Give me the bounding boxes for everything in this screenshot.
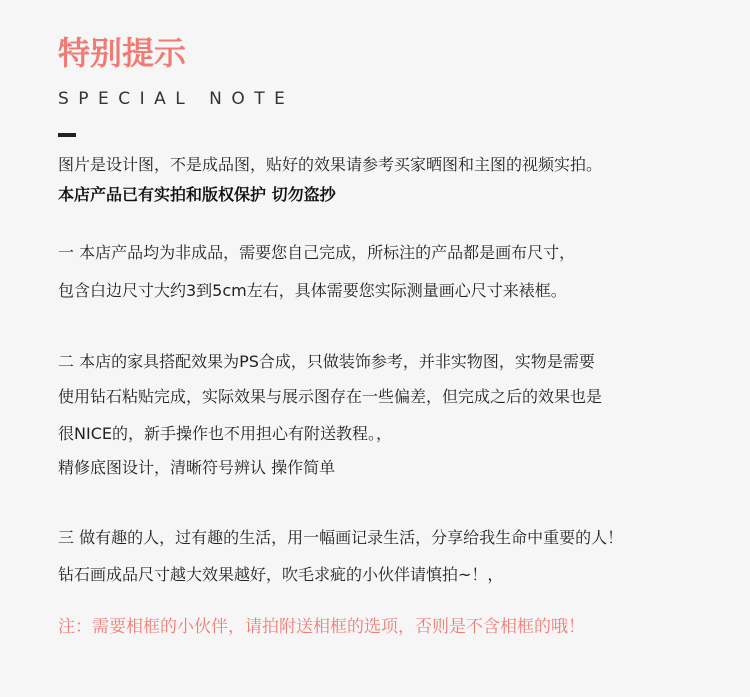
- divider-dash: [58, 133, 76, 137]
- section-two-line: 精修底图设计，清晰符号辨认 操作简单: [58, 458, 336, 477]
- section-one-line: 包含白边尺寸大约3到5cm左右，具体需要您实际测量画心尺寸来裱框。: [58, 281, 567, 300]
- copyright-notice: 本店产品已有实拍和版权保护 切勿盗抄: [58, 185, 336, 204]
- frame-option-note: 注：需要相框的小伙伴，请拍附送相框的选项，否则是不含相框的哦！: [58, 617, 585, 637]
- section-two-line: 很NICE的，新手操作也不用担心有附送教程。，: [58, 424, 392, 443]
- page-subtitle: SPECIAL NOTE: [58, 89, 295, 109]
- intro-line: 图片是设计图，不是成品图，贴好的效果请参考买家晒图和主图的视频实拍。: [58, 155, 603, 174]
- page-title: 特别提示: [58, 34, 187, 72]
- section-two-line: 使用钻石粘贴完成，实际效果与展示图存在一些偏差，但完成之后的效果也是: [58, 387, 603, 406]
- section-one-line: 一 本店产品均为非成品，需要您自己完成，所标注的产品都是画布尺寸，: [58, 243, 576, 262]
- section-three-line: 钻石画成品尺寸越大效果越好，吹毛求疵的小伙伴请慎拍~！，: [58, 565, 504, 584]
- section-three-line: 三 做有趣的人，过有趣的生活，用一幅画记录生活，分享给我生命中重要的人！: [58, 528, 624, 547]
- section-two-line: 二 本店的家具搭配效果为PS合成，只做装饰参考，并非实物图，实物是需要: [58, 352, 595, 371]
